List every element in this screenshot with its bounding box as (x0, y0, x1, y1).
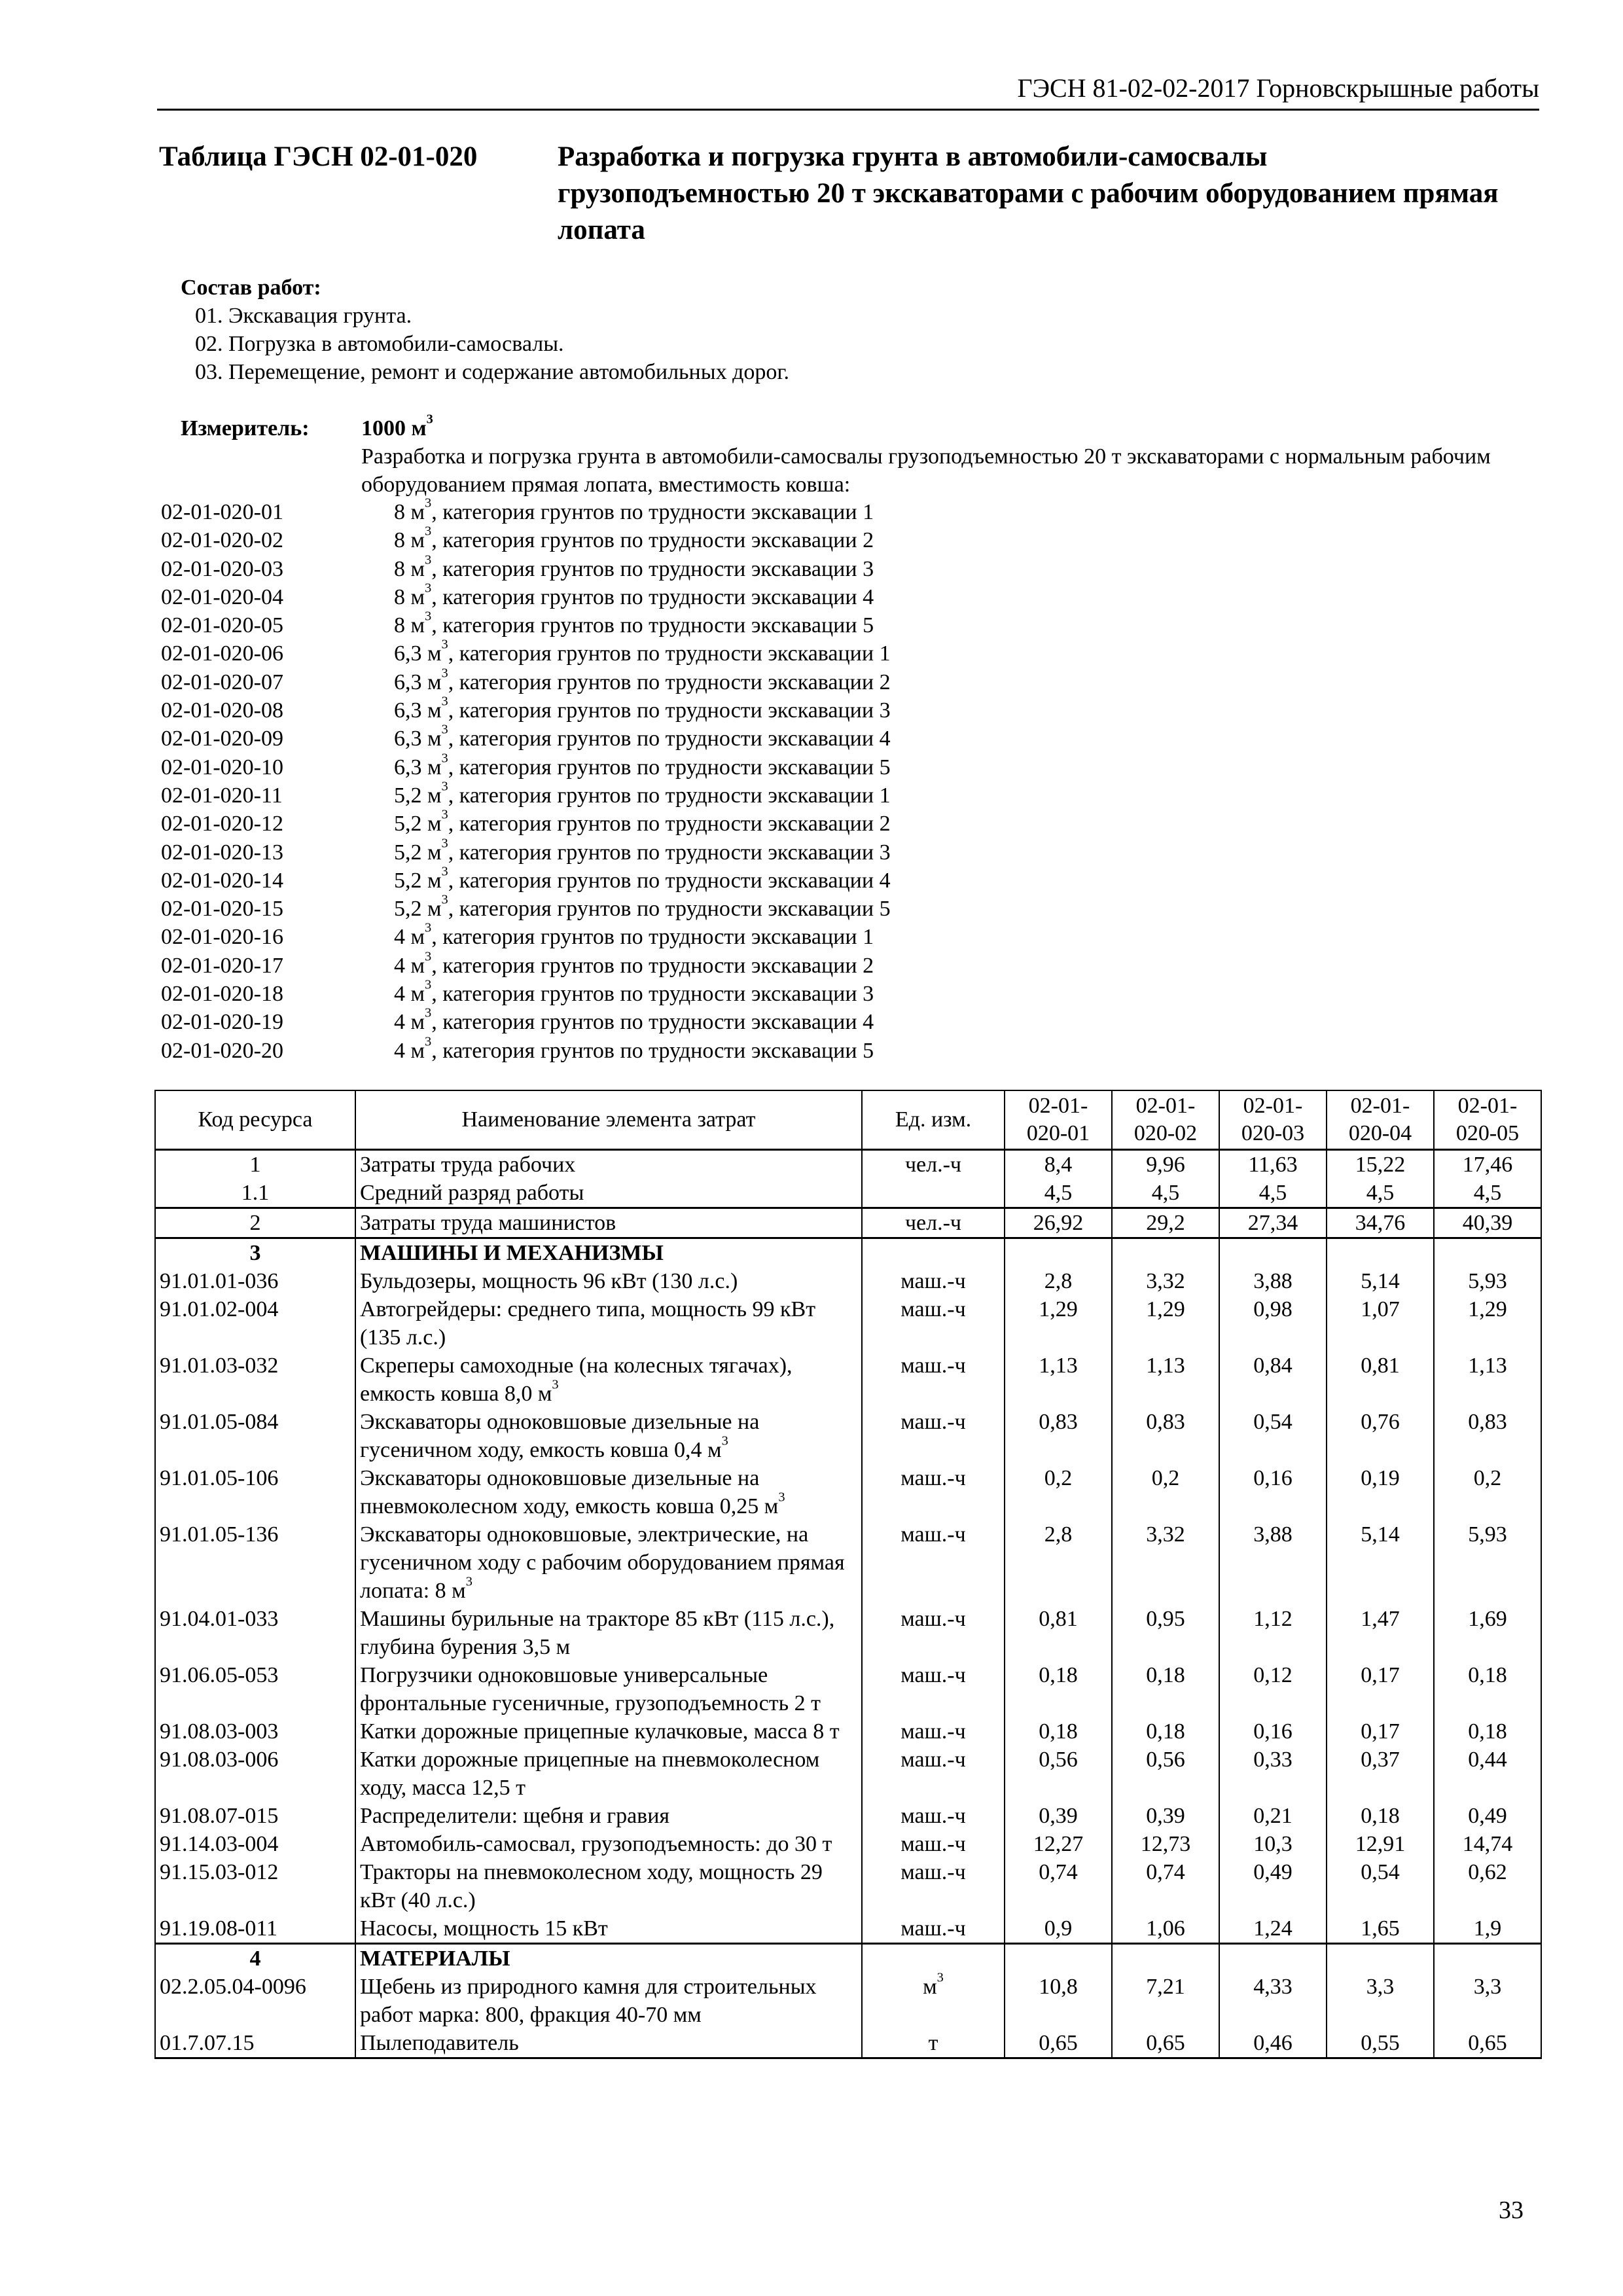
resource-value: 5,14 (1327, 1520, 1434, 1605)
resource-value: 3,88 (1219, 1267, 1327, 1295)
resource-value: 14,74 (1434, 1830, 1541, 1858)
table-number: Таблица ГЭСН 02-01-020 (159, 141, 478, 172)
resource-name: Экскаваторы одноковшовые, электрические, на гусеничном ходу с рабочим оборудованием прямая лопата: 8 $м^3$ (355, 1520, 862, 1605)
resource-name: МАТЕРИАЛЫ (355, 1944, 862, 1973)
norm-code-row (161, 552, 1542, 583)
norm-code: 02-01-020-04 (161, 584, 283, 609)
resource-value: 9,96 (1112, 1150, 1219, 1179)
resource-unit: маш.-ч (862, 1464, 1005, 1520)
norm-description: 5,2 $м^3$, категория грунтов по трудности экскавации 5 (394, 892, 891, 922)
resource-unit: маш.-ч (862, 1858, 1005, 1914)
resource-unit: маш.-ч (862, 1520, 1005, 1605)
resource-value: 4,33 (1219, 1973, 1327, 2029)
resource-code: 3 (155, 1238, 355, 1268)
norm-code: 02-01-020-15 (161, 897, 283, 922)
composition-heading: Состав работ: (181, 276, 321, 300)
norm-description: 6,3 $м^3$, категория грунтов по трудности экскавации 3 (394, 694, 891, 723)
resource-value: 3,32 (1112, 1520, 1219, 1605)
resource-name: Скреперы самоходные (на колесных тягачах), емкость ковша 8,0 $м^3$ (355, 1352, 862, 1408)
resource-value: 0,83 (1434, 1408, 1541, 1464)
resource-code: 91.01.02-004 (155, 1295, 355, 1352)
norm-description: 6,3 $м^3$, категория грунтов по трудности экскавации 4 (394, 723, 891, 751)
norm-code-row (161, 892, 1542, 923)
resource-unit: маш.-ч (862, 1746, 1005, 1802)
norm-code: 02-01-020-01 (161, 500, 283, 524)
resource-value: 27,34 (1219, 1208, 1327, 1238)
resource-value: 0,65 (1112, 2029, 1219, 2058)
table-row (155, 1605, 1541, 1661)
resource-value: 40,39 (1434, 1208, 1541, 1238)
resource-value: 0,18 (1005, 1717, 1112, 1746)
norm-description: 5,2 $м^3$, категория грунтов по трудности экскавации 4 (394, 864, 891, 893)
resource-value: 0,18 (1112, 1661, 1219, 1717)
norm-code-row (161, 583, 1542, 611)
resource-code: 91.04.01-033 (155, 1605, 355, 1661)
resource-code: 91.01.01-036 (155, 1267, 355, 1295)
header-col-05: 02-01- 020-05 (1434, 1090, 1541, 1150)
resource-value: 10,8 (1005, 1973, 1112, 2029)
norm-description: 4 $м^3$, категория грунтов по трудности экскавации 4 (394, 1005, 874, 1035)
resource-value: 1,65 (1327, 1914, 1434, 1944)
resource-value: 0,54 (1327, 1858, 1434, 1914)
table-row (155, 1746, 1541, 1802)
resource-code: 02.2.05.04-0096 (155, 1973, 355, 2029)
resource-value: 0,2 (1434, 1464, 1541, 1520)
resource-value: 3,32 (1112, 1267, 1219, 1295)
running-header: ГЭСН 81-02-02-2017 Горновскрышные работы (157, 72, 1539, 111)
norm-code-row (161, 781, 1542, 810)
norm-code-row (161, 526, 1542, 554)
resource-value (1219, 1238, 1327, 1268)
resource-value: 34,76 (1327, 1208, 1434, 1238)
resource-value: 0,39 (1005, 1802, 1112, 1830)
resource-code: 91.08.03-003 (155, 1717, 355, 1746)
resource-value: 29,2 (1112, 1208, 1219, 1238)
resource-value: 0,56 (1005, 1746, 1112, 1802)
norm-code-row (161, 807, 1542, 838)
resource-value: 0,65 (1434, 2029, 1541, 2058)
table-row (155, 1238, 1541, 1268)
resource-value: 26,92 (1005, 1208, 1112, 1238)
norm-description: 4 $м^3$, категория грунтов по трудности экскавации 1 (394, 921, 874, 950)
resource-unit: маш.-ч (862, 1295, 1005, 1352)
norm-code-row (161, 611, 1542, 639)
resource-name: МАШИНЫ И МЕХАНИЗМЫ (355, 1238, 862, 1268)
table-row (155, 1295, 1541, 1352)
resource-value: 1,12 (1219, 1605, 1327, 1661)
resource-value: 4,5 (1112, 1179, 1219, 1208)
resource-value: 3,88 (1219, 1520, 1327, 1605)
norm-code-row (161, 753, 1542, 781)
resource-value: 0,39 (1112, 1802, 1219, 1830)
resource-unit: чел.-ч (862, 1150, 1005, 1179)
resource-unit: т (862, 2029, 1005, 2058)
page-number: 33 (1499, 2197, 1524, 2224)
resource-value: 3,3 (1327, 1973, 1434, 2029)
norm-description: 5,2 $м^3$, категория грунтов по трудности экскавации 1 (394, 779, 891, 808)
table-row (155, 1267, 1541, 1295)
resource-value: 0,18 (1005, 1661, 1112, 1717)
resource-value: 1,9 (1434, 1914, 1541, 1944)
header-name: Наименование элемента затрат (355, 1090, 862, 1150)
resource-value: 5,93 (1434, 1520, 1541, 1605)
norm-description: 6,3 $м^3$, категория грунтов по трудности экскавации 1 (394, 637, 891, 666)
resource-value: 0,17 (1327, 1717, 1434, 1746)
norm-code: 02-01-020-20 (161, 1038, 283, 1063)
composition-item: 01. Экскавация грунта. (195, 304, 412, 328)
norm-code: 02-01-020-19 (161, 1010, 283, 1035)
resource-value: 0,44 (1434, 1746, 1541, 1802)
norm-code-row (161, 949, 1542, 980)
resource-unit: маш.-ч (862, 1408, 1005, 1464)
resource-value: 5,14 (1327, 1267, 1434, 1295)
resource-name: Автомобиль-самосвал, грузоподъемность: до 30 т (355, 1830, 862, 1858)
norm-description: 8 $м^3$, категория грунтов по трудности экскавации 4 (394, 581, 874, 609)
resource-value (1112, 1238, 1219, 1268)
resource-value (1434, 1238, 1541, 1268)
resource-value: 0,49 (1434, 1802, 1541, 1830)
resource-name: Экскаваторы одноковшовые дизельные на пневмоколесном ходу, емкость ковша 0,25 $м^3$ (355, 1464, 862, 1520)
table-body (155, 1150, 1541, 2058)
norm-code-row (161, 923, 1542, 951)
resource-name: Катки дорожные прицепные кулачковые, масса 8 т (355, 1717, 862, 1746)
header-col-02: 02-01- 020-02 (1112, 1090, 1219, 1150)
norm-code-row (161, 696, 1542, 725)
resource-value: 0,76 (1327, 1408, 1434, 1464)
resource-value: 0,18 (1327, 1802, 1434, 1830)
resource-value: 0,81 (1005, 1605, 1112, 1661)
resource-name: Пылеподавитель (355, 2029, 862, 2058)
resource-name: Автогрейдеры: среднего типа, мощность 99 кВт (135 л.с.) (355, 1295, 862, 1352)
norm-description: 6,3 $м^3$, категория грунтов по трудности экскавации 2 (394, 666, 891, 694)
resource-value: 0,55 (1327, 2029, 1434, 2058)
norm-code-row (161, 977, 1542, 1008)
table-row (155, 1802, 1541, 1830)
resource-value: 0,49 (1219, 1858, 1327, 1914)
table-row (155, 1661, 1541, 1717)
norm-code: 02-01-020-11 (161, 783, 283, 808)
resource-value: 4,5 (1434, 1179, 1541, 1208)
table-row (155, 1858, 1541, 1914)
resource-value: 0,95 (1112, 1605, 1219, 1661)
resource-value: 0,9 (1005, 1914, 1112, 1944)
norm-code: 02-01-020-12 (161, 812, 283, 836)
resource-value: 2,8 (1005, 1267, 1112, 1295)
resource-value: 0,12 (1219, 1661, 1327, 1717)
resource-value: 0,56 (1112, 1746, 1219, 1802)
resource-unit: маш.-ч (862, 1914, 1005, 1944)
resource-value: 0,54 (1219, 1408, 1327, 1464)
norm-code-row (161, 1034, 1542, 1065)
resource-value: 1,29 (1434, 1295, 1541, 1352)
resource-value: 1,13 (1434, 1352, 1541, 1408)
resource-value: 0,81 (1327, 1352, 1434, 1408)
norm-description: 5,2 $м^3$, категория грунтов по трудности экскавации 3 (394, 836, 891, 865)
norm-code: 02-01-020-07 (161, 670, 283, 694)
resource-name: Затраты труда машинистов (355, 1208, 862, 1238)
resource-value: 0,18 (1434, 1661, 1541, 1717)
resource-value: 0,84 (1219, 1352, 1327, 1408)
resource-name: Распределители: щебня и гравия (355, 1802, 862, 1830)
header-col-03: 02-01- 020-03 (1219, 1090, 1327, 1150)
table-title: Разработка и погрузка грунта в автомобили-самосвалы грузоподъемностью 20 т экскаваторами с рабочим оборудованием прямая лопата (558, 141, 1499, 245)
resource-value: 3,3 (1434, 1973, 1541, 2029)
resource-value: 0,16 (1219, 1464, 1327, 1520)
measure-description: Разработка и погрузка грунта в автомобили-самосвалы грузоподъемностью 20 т экскаваторами с нормальным рабочим оборудованием прямая лопата, вместимость ковша: (361, 444, 1491, 497)
norm-code: 02-01-020-16 (161, 925, 283, 950)
norm-description: 8 $м^3$, категория грунтов по трудности экскавации 2 (394, 524, 874, 553)
resource-value (1005, 1944, 1112, 1973)
resource-unit: маш.-ч (862, 1605, 1005, 1661)
table-row (155, 1717, 1541, 1746)
norm-code: 02-01-020-06 (161, 641, 283, 666)
header-col-01: 02-01- 020-01 (1005, 1090, 1112, 1150)
resource-value: 11,63 (1219, 1150, 1327, 1179)
resource-name: Бульдозеры, мощность 96 кВт (130 л.с.) (355, 1267, 862, 1295)
norm-description: 6,3 $м^3$, категория грунтов по трудности экскавации 5 (394, 751, 891, 780)
resource-value (1327, 1944, 1434, 1973)
table-row (155, 1464, 1541, 1520)
composition-item: 02. Погрузка в автомобили-самосвалы. (195, 332, 564, 356)
table-row (155, 1944, 1541, 1973)
resource-value: 1,69 (1434, 1605, 1541, 1661)
resource-value: 5,93 (1434, 1267, 1541, 1295)
resource-code: 91.01.03-032 (155, 1352, 355, 1408)
resource-code: 91.01.05-106 (155, 1464, 355, 1520)
resource-code: 91.19.08-011 (155, 1914, 355, 1944)
norm-code-row (161, 639, 1542, 668)
resource-value (1112, 1944, 1219, 1973)
table-row (155, 1352, 1541, 1408)
resource-unit: маш.-ч (862, 1267, 1005, 1295)
norm-description: 4 $м^3$, категория грунтов по трудности экскавации 5 (394, 1034, 874, 1063)
table-row (155, 1520, 1541, 1605)
resource-value: 0,37 (1327, 1746, 1434, 1802)
norm-code: 02-01-020-05 (161, 613, 283, 638)
resource-value: 0,19 (1327, 1464, 1434, 1520)
resource-value: 0,18 (1434, 1717, 1541, 1746)
resource-name: Затраты труда рабочих (355, 1150, 862, 1179)
resource-code: 2 (155, 1208, 355, 1238)
resource-code: 91.14.03-004 (155, 1830, 355, 1858)
norm-description: 5,2 $м^3$, категория грунтов по трудности экскавации 2 (394, 807, 891, 836)
resource-unit: чел.-ч (862, 1208, 1005, 1238)
resource-value: 0,46 (1219, 2029, 1327, 2058)
norm-description: 8 $м^3$, категория грунтов по трудности экскавации 3 (394, 552, 874, 581)
resource-table (154, 1090, 1542, 2059)
resource-name: Тракторы на пневмоколесном ходу, мощность 29 кВт (40 л.с.) (355, 1858, 862, 1914)
table-row (155, 1830, 1541, 1858)
resource-value: 0,65 (1005, 2029, 1112, 2058)
norm-code-row (161, 838, 1542, 867)
resource-unit: $м^3$ (862, 1973, 1005, 2029)
resource-value: 1,47 (1327, 1605, 1434, 1661)
resource-value: 1,07 (1327, 1295, 1434, 1352)
norm-code-row (161, 864, 1542, 895)
header-col-04: 02-01- 020-04 (1327, 1090, 1434, 1150)
norm-code-row (161, 725, 1542, 753)
table-row (155, 2029, 1541, 2058)
resource-unit (862, 1179, 1005, 1208)
norm-code: 02-01-020-14 (161, 868, 283, 893)
resource-value: 0,74 (1005, 1858, 1112, 1914)
resource-value: 12,91 (1327, 1830, 1434, 1858)
table-row (155, 1150, 1541, 1179)
resource-value: 7,21 (1112, 1973, 1219, 2029)
resource-value: 0,83 (1005, 1408, 1112, 1464)
composition-item: 03. Перемещение, ремонт и содержание автомобильных дорог. (195, 360, 790, 384)
resource-value: 0,2 (1112, 1464, 1219, 1520)
resource-name: Экскаваторы одноковшовые дизельные на гусеничном ходу, емкость ковша 0,4 $м^3$ (355, 1408, 862, 1464)
resource-value: 4,5 (1005, 1179, 1112, 1208)
resource-value (1434, 1944, 1541, 1973)
resource-name: Щебень из природного камня для строительных работ марка: 800, фракция 40-70 мм (355, 1973, 862, 2029)
resource-value: 0,83 (1112, 1408, 1219, 1464)
resource-value: 12,73 (1112, 1830, 1219, 1858)
resource-value (1005, 1238, 1112, 1268)
resource-value: 1,13 (1112, 1352, 1219, 1408)
resource-value: 0,98 (1219, 1295, 1327, 1352)
header-unit: Ед. изм. (862, 1090, 1005, 1150)
norm-description: 8 $м^3$, категория грунтов по трудности экскавации 1 (394, 495, 874, 524)
resource-name: Погрузчики одноковшовые универсальные фронтальные гусеничные, грузоподъемность 2 т (355, 1661, 862, 1717)
norm-description: 4 $м^3$, категория грунтов по трудности экскавации 3 (394, 977, 874, 1007)
resource-value: 0,62 (1434, 1858, 1541, 1914)
norm-code: 02-01-020-08 (161, 698, 283, 723)
resource-value: 1,13 (1005, 1352, 1112, 1408)
resource-value: 1,24 (1219, 1914, 1327, 1944)
table-row (155, 1179, 1541, 1208)
resource-value: 2,8 (1005, 1520, 1112, 1605)
resource-name: Насосы, мощность 15 кВт (355, 1914, 862, 1944)
norm-code-list (161, 495, 1542, 1065)
resource-unit: маш.-ч (862, 1661, 1005, 1717)
resource-code: 91.01.05-084 (155, 1408, 355, 1464)
resource-value: 0,16 (1219, 1717, 1327, 1746)
resource-code: 91.08.03-006 (155, 1746, 355, 1802)
table-row (155, 1408, 1541, 1464)
table-row (155, 1914, 1541, 1944)
resource-code: 01.7.07.15 (155, 2029, 355, 2058)
resource-value: 10,3 (1219, 1830, 1327, 1858)
header-code: Код ресурса (155, 1090, 355, 1150)
resource-value: 1,29 (1112, 1295, 1219, 1352)
norm-code: 02-01-020-13 (161, 840, 283, 865)
measure-value: 1000 $м^3$ (361, 412, 433, 440)
resource-value (1219, 1944, 1327, 1973)
resource-name: Катки дорожные прицепные на пневмоколесном ходу, масса 12,5 т (355, 1746, 862, 1802)
resource-value (1327, 1238, 1434, 1268)
resource-value: 15,22 (1327, 1150, 1434, 1179)
resource-name: Средний разряд работы (355, 1179, 862, 1208)
table-header-row (155, 1090, 1541, 1150)
norm-code: 02-01-020-10 (161, 755, 283, 780)
resource-value: 1,29 (1005, 1295, 1112, 1352)
resource-value: 1,06 (1112, 1914, 1219, 1944)
norm-description: 4 $м^3$, категория грунтов по трудности экскавации 2 (394, 949, 874, 978)
table-row (155, 1973, 1541, 2029)
resource-unit (862, 1238, 1005, 1268)
resource-unit: маш.-ч (862, 1830, 1005, 1858)
resource-value: 0,74 (1112, 1858, 1219, 1914)
resource-value: 0,33 (1219, 1746, 1327, 1802)
resource-code: 91.08.07-015 (155, 1802, 355, 1830)
resource-code: 4 (155, 1944, 355, 1973)
resource-code: 1.1 (155, 1179, 355, 1208)
resource-unit: маш.-ч (862, 1717, 1005, 1746)
norm-code-row (161, 495, 1542, 526)
resource-code: 91.15.03-012 (155, 1858, 355, 1914)
resource-code: 91.01.05-136 (155, 1520, 355, 1605)
norm-code: 02-01-020-09 (161, 726, 283, 751)
resource-value: 0,2 (1005, 1464, 1112, 1520)
norm-code: 02-01-020-17 (161, 953, 283, 978)
resource-unit: маш.-ч (862, 1802, 1005, 1830)
resource-value: 0,21 (1219, 1802, 1327, 1830)
norm-code: 02-01-020-03 (161, 556, 283, 581)
norm-code: 02-01-020-02 (161, 528, 283, 553)
measure-label: Измеритель: (181, 416, 310, 440)
norm-code-row (161, 668, 1542, 696)
resource-value: 0,17 (1327, 1661, 1434, 1717)
norm-code: 02-01-020-18 (161, 982, 283, 1007)
resource-value: 4,5 (1327, 1179, 1434, 1208)
resource-name: Машины бурильные на тракторе 85 кВт (115 л.с.), глубина бурения 3,5 м (355, 1605, 862, 1661)
resource-unit: маш.-ч (862, 1352, 1005, 1408)
resource-value: 4,5 (1219, 1179, 1327, 1208)
resource-value: 17,46 (1434, 1150, 1541, 1179)
resource-value: 0,18 (1112, 1717, 1219, 1746)
table-row (155, 1208, 1541, 1238)
resource-unit (862, 1944, 1005, 1973)
resource-code: 1 (155, 1150, 355, 1179)
resource-value: 8,4 (1005, 1150, 1112, 1179)
norm-code-row (161, 1005, 1542, 1036)
norm-description: 8 $м^3$, категория грунтов по трудности экскавации 5 (394, 609, 874, 638)
work-composition (181, 274, 789, 386)
resource-value: 12,27 (1005, 1830, 1112, 1858)
resource-code: 91.06.05-053 (155, 1661, 355, 1717)
